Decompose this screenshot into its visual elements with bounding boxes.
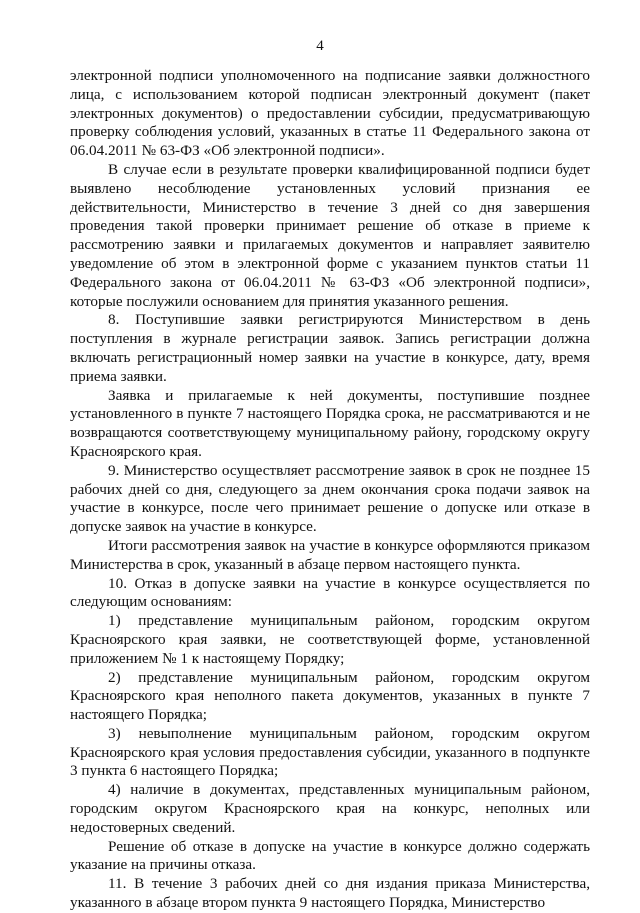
paragraph-ground-3: 3) невыполнение муниципальным районом, городским округом Красноярского края условия предоставления субсидии, указанного в подпункте 3 пункта 6 настоящего Порядка; (70, 724, 590, 780)
paragraph-ground-4: 4) наличие в документах, представленных муниципальным районом, городским округом Красноярского края на конкурс, неполных или недостоверных сведений. (70, 781, 590, 836)
paragraph-item-10: 10. Отказ в допуске заявки на участие в конкурсе осуществляется по следующим основаниям: (70, 574, 590, 611)
document-body (70, 67, 590, 913)
paragraph-ground-1: 1) представление муниципальным районом, городским округом Красноярского края заявки, не соответствующей форме, установленной приложением № 1 к настоящему Порядку; (70, 612, 590, 667)
page-number: 4 (316, 38, 324, 54)
paragraph-item-9: 9. Министерство осуществляет рассмотрение заявок в срок не позднее 15 рабочих дней со дня, следующего за днем окончания срока подачи заявок на участие в конкурсе, после чего принимает решение о допуске или отказе в допуске заявок на участие в конкурсе. (70, 461, 590, 536)
paragraph-refusal-reasons: Решение об отказе в допуске на участие в конкурсе должно содержать указание на причины отказа. (70, 837, 590, 874)
paragraph-signature-invalid: В случае если в результате проверки квалифицированной подписи будет выявлено несоблюдение установленных условий признания ее действительности, Министерство в течение 3 дней со дня завершения проведения такой проверки принимает решение об отказе в приеме к рассмотрению заявки и прилагаемых документов и направляет заявителю уведомление об этом в электронной форме с указанием пунктов статьи 11 Федерального закона от 06.04.2011 № 63-ФЗ «Об электронной подписи», которые послужили основанием для принятия указанного решения. (70, 160, 590, 310)
paragraph-item-8: 8. Поступившие заявки регистрируются Министерством в день поступления в журнале регистрации заявок. Запись регистрации должна включать регистрационный номер заявки на участие в конкурсе, дату, время приема заявки. (70, 311, 590, 385)
paragraph-signature-check-continued: электронной подписи уполномоченного на подписание заявки должностного лица, с использованием которой подписан электронный документ (пакет электронных документов) о предоставлении субсидии, предусматривающую проверку соблюдения условий, указанных в статье 11 Федерального закона от 06.04.2011 № 63-ФЗ «Об электронной подписи». (70, 67, 590, 160)
paragraph-late-application: Заявка и прилагаемые к ней документы, поступившие позднее установленного в пункте 7 настоящего Порядка срока, не рассматриваются и не возвращаются соответствующему муниципальному району, городскому округу Красноярского края. (70, 386, 590, 460)
paragraph-ground-2: 2) представление муниципальным районом, городским округом Красноярского края неполного пакета документов, указанных в пункте 7 настоящего Порядка; (70, 668, 590, 724)
paragraph-review-results: Итоги рассмотрения заявок на участие в конкурсе оформляются приказом Министерства в срок, указанный в абзаце первом настоящего пункта. (70, 536, 590, 573)
paragraph-item-11: 11. В течение 3 рабочих дней со дня издания приказа Министерства, указанного в абзаце втором пункта 9 настоящего Порядка, Министерство (70, 875, 590, 912)
